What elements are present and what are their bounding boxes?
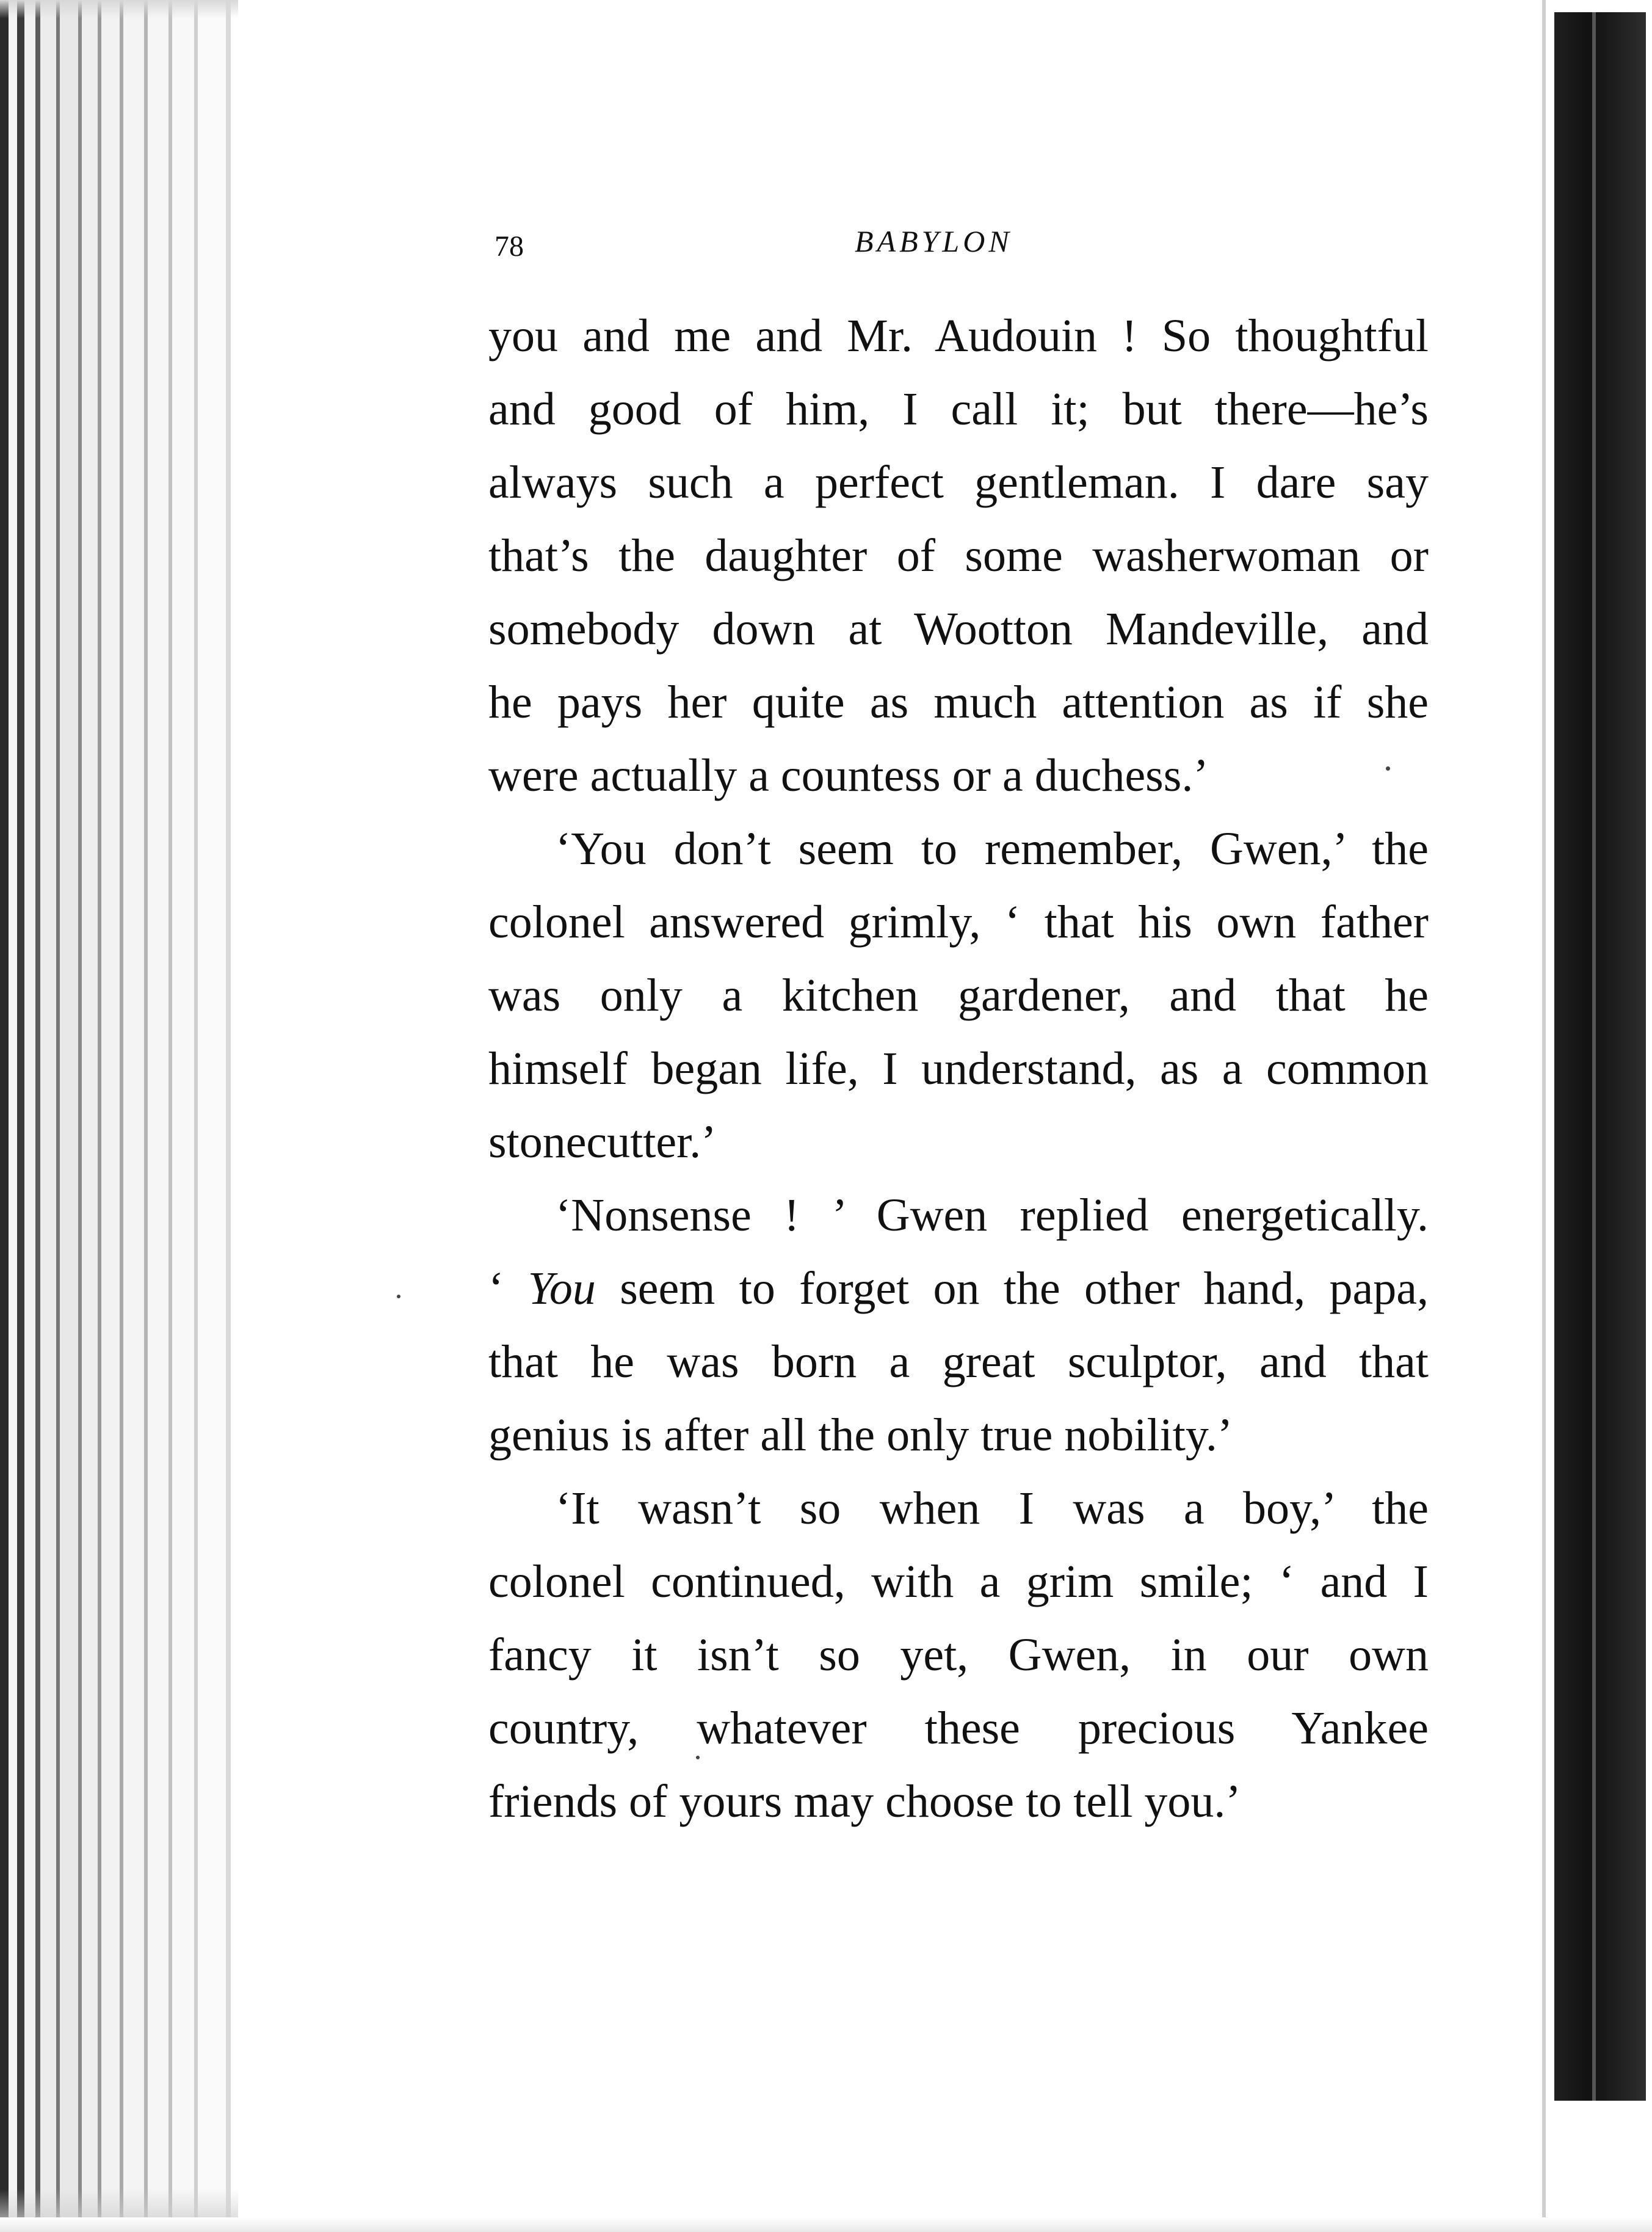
page-content bbox=[488, 183, 1429, 1838]
text-line: you and me and Mr. Audouin ! So thoughtful bbox=[488, 310, 1429, 362]
binding-strip-right bbox=[1554, 12, 1646, 2101]
text-line: was only a kitchen gardener, and that he bbox=[488, 970, 1429, 1021]
text-line: were actually a countess or a duchess.’ bbox=[488, 750, 1209, 801]
text-line: himself began life, I understand, as a common bbox=[488, 1043, 1429, 1094]
text-line: ‘It wasn’t so when I was a boy,’ the bbox=[556, 1483, 1429, 1534]
running-head bbox=[488, 183, 1429, 263]
running-title: BABYLON bbox=[855, 224, 1013, 258]
text-segment: ‘ bbox=[488, 1263, 528, 1314]
text-line: colonel answered grimly, ‘ that his own father bbox=[488, 896, 1429, 948]
text-line: country, whatever these precious Yankee bbox=[488, 1703, 1429, 1754]
text-segment: seem to forget on the other hand, papa, bbox=[595, 1263, 1429, 1314]
text-line: friends of yours may choose to tell you.’ bbox=[488, 1776, 1241, 1827]
page-number: 78 bbox=[495, 230, 524, 263]
scan-bottom-band bbox=[0, 2217, 1652, 2232]
text-line: and good of him, I call it; but there—he’s bbox=[488, 384, 1429, 435]
text-line: somebody down at Wootton Mandeville, and bbox=[488, 603, 1429, 655]
italic-emphasis: You bbox=[527, 1263, 596, 1314]
text-line: colonel continued, with a grim smile; ‘ and I bbox=[488, 1556, 1429, 1607]
text-line: he pays her quite as much attention as if she bbox=[488, 677, 1429, 728]
text-line: stonecutter.’ bbox=[488, 1116, 717, 1168]
text-line: ‘You don’t seem to remember, Gwen,’ the bbox=[556, 823, 1429, 874]
text-line bbox=[488, 1252, 1429, 1325]
scan-speck bbox=[397, 1295, 400, 1298]
text-line: always such a perfect gentleman. I dare say bbox=[488, 457, 1429, 508]
text-line: that’s the daughter of some washerwoman or bbox=[488, 530, 1429, 581]
page-edges-top-shadow bbox=[0, 0, 238, 18]
text-line: ‘Nonsense ! ’ Gwen replied energetically. bbox=[556, 1190, 1429, 1241]
text-line: that he was born a great sculptor, and that bbox=[488, 1336, 1429, 1387]
text-line: fancy it isn’t so yet, Gwen, in our own bbox=[488, 1629, 1429, 1681]
body-text bbox=[488, 299, 1429, 1838]
text-line: genius is after all the only true nobility.’ bbox=[488, 1409, 1233, 1461]
page-edges-left bbox=[0, 0, 238, 2232]
